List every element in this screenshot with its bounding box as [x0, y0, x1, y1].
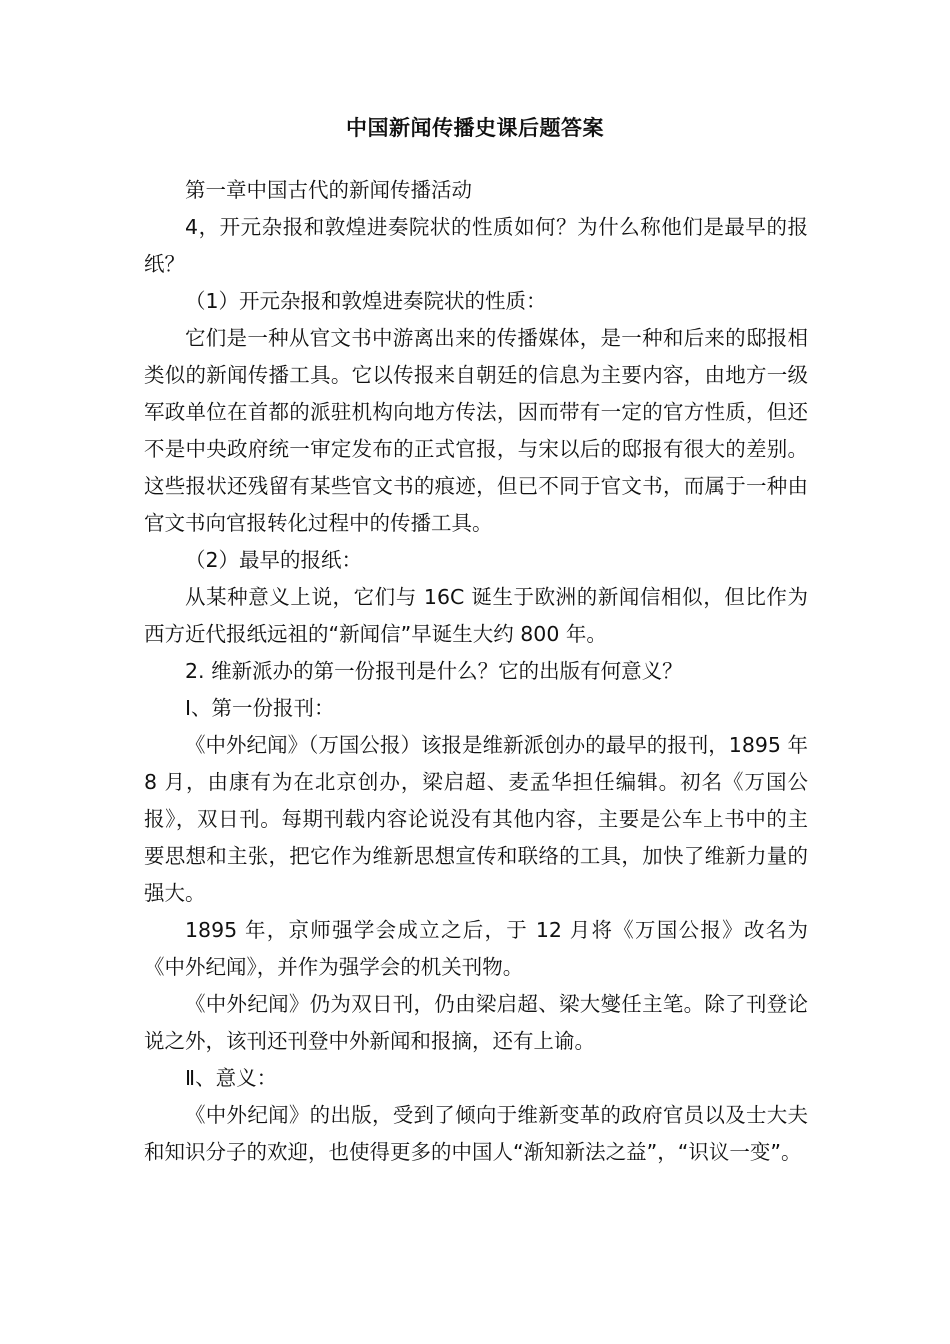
- subheading-first-publication: I、第一份报刊：: [185, 696, 335, 720]
- subheading-significance: Ⅱ、意义：: [185, 1066, 278, 1090]
- document-body: [144, 172, 808, 1171]
- chapter-heading: 第一章中国古代的新闻传播活动: [185, 178, 472, 202]
- question-2: 2. 维新派办的第一份报刊是什么？它的出版有何意义？: [185, 659, 683, 683]
- question-4: 4，开元杂报和敦煌进奏院状的性质如何？为什么称他们是最早的报纸？: [144, 215, 808, 276]
- paragraph-nature-answer: 它们是一种从官文书中游离出来的传播媒体，是一种和后来的邸报相类似的新闻传播工具。它以传报来自朝廷的信息为主要内容，由地方一级军政单位在首都的派驻机构向地方传法，因而带有一定的官方性质，但还不是中央政府统一审定发布的正式官报，与宋以后的邸报有很大的差别。这些报状还残留有某些官文书的痕迹，但已不同于官文书，而属于一种由官文书向官报转化过程中的传播工具。: [144, 326, 808, 535]
- paragraph-first-publication: 《中外纪闻》（万国公报）该报是维新派创办的最早的报刊，1895 年 8 月，由康有为在北京创办，梁启超、麦孟华担任编辑。初名《万国公报》，双日刊。每期刊载内容论说没有其他内容，主要是公车上书中的主要思想和主张，把它作为维新思想宣传和联络的工具，加快了维新力量的强大。: [144, 733, 808, 905]
- paragraph-significance: 《中外纪闻》的出版，受到了倾向于维新变革的政府官员以及士大夫和知识分子的欢迎，也使得更多的中国人“渐知新法之益”，“识议一变”。: [144, 1103, 808, 1164]
- paragraph-rename: 1895 年，京师强学会成立之后，于 12 月将《万国公报》改名为《中外纪闻》，并作为强学会的机关刊物。: [144, 918, 808, 979]
- paragraph-editors: 《中外纪闻》仍为双日刊，仍由梁启超、梁大燮任主笔。除了刊登论说之外，该刊还刊登中外新闻和报摘，还有上谕。: [144, 992, 808, 1053]
- paragraph-earliest-newspaper-answer: 从某种意义上说，它们与 16C 诞生于欧洲的新闻信相似，但比作为西方近代报纸远祖的“新闻信”早诞生大约 800 年。: [144, 585, 808, 646]
- subheading-earliest-newspaper: （2）最早的报纸：: [185, 548, 363, 572]
- subheading-nature: （1）开元杂报和敦煌进奏院状的性质：: [185, 289, 547, 313]
- document-title: 中国新闻传播史课后题答案: [346, 116, 604, 140]
